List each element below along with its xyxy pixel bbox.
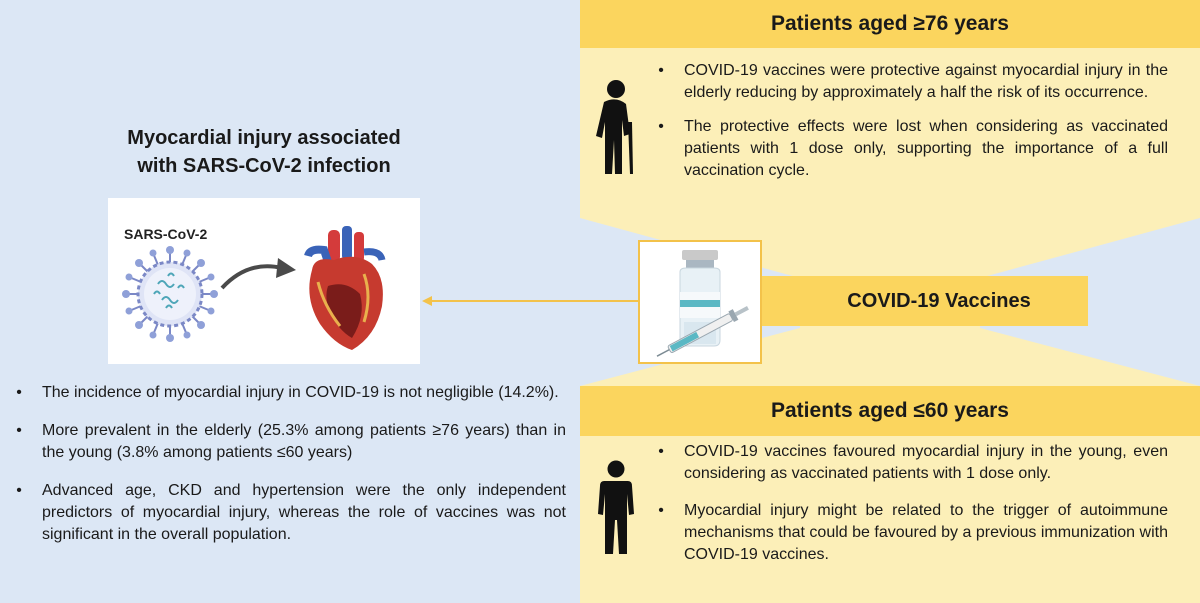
left-title [104,124,424,180]
bullet-text: Myocardial injury might be related to the trigger of autoimmune mechanisms that could be favoured by a previous immunization with COVID-19 vaccines. [684,502,1168,563]
vaccine-image-card [638,240,762,364]
top-panel-header [580,0,1200,48]
top-panel-header-text: Patients aged ≥76 years [771,12,1009,35]
left-title-line-2: with SARS-CoV-2 infection [137,155,391,177]
top-panel-bullets [656,60,1168,182]
vaccine-vial-syringe-icon [640,242,760,362]
list-item: • The incidence of myocardial injury in COVID-19 is not negligible (14.2%). [16,384,559,401]
elderly-person-icon [592,78,642,176]
heart-icon [294,226,394,354]
list-item: • COVID-19 vaccines were protective against myocardial injury in the elderly reducing by approximately a half the risk of its occurrence. [658,62,1168,101]
list-item: • Myocardial injury might be related to the trigger of autoimmune mechanisms that could be favoured by a previous immunization with COVID-19 vaccines. [658,502,1168,563]
left-bullets [14,382,566,546]
bullet-text: More prevalent in the elderly (25.3% among patients ≥76 years) than in the young (3.8% among patients ≤60 years) [42,422,566,461]
young-person-icon [596,460,636,556]
bottom-panel-header [580,386,1200,436]
coronavirus-icon [122,246,218,342]
list-item: • COVID-19 vaccines favoured myocardial injury in the young, even considering as vaccinated patients with 1 dose only. [658,443,1168,482]
virus-label: SARS-CoV-2 [124,226,208,242]
illustration-card [108,198,420,364]
bullet-text: The protective effects were lost when considering as vaccinated patients with 1 dose only, supporting the importance of a full vaccination cycle. [684,118,1168,179]
bullet-text: Advanced age, CKD and hypertension were the only independent predictors of myocardial injury, whereas the role of vaccines was not significant in the overall population. [42,482,566,543]
bottom-panel-bullets [656,441,1168,566]
bottom-panel-header-text: Patients aged ≤60 years [771,399,1009,422]
list-item: • More prevalent in the elderly (25.3% among patients ≥76 years) than in the young (3.8% among patients ≤60 years) [16,422,566,461]
left-arrow-icon [420,294,640,308]
bullet-text: COVID-19 vaccines favoured myocardial injury in the young, even considering as vaccinated patients with 1 dose only. [684,443,1168,482]
curved-arrow-icon [218,254,298,294]
list-item: • The protective effects were lost when considering as vaccinated patients with 1 dose only, supporting the importance of a full vaccination cycle. [658,118,1168,179]
bullet-text: COVID-19 vaccines were protective against myocardial injury in the elderly reducing by approximately a half the risk of its occurrence. [684,62,1168,101]
bullet-text: The incidence of myocardial injury in COVID-19 is not negligible (14.2%). [42,384,559,401]
list-item: • Advanced age, CKD and hypertension were the only independent predictors of myocardial injury, whereas the role of vaccines was not significant in the overall population. [16,482,566,543]
vaccine-label-box [730,276,1088,326]
left-title-line-1: Myocardial injury associated [127,127,401,149]
vaccine-label: COVID-19 Vaccines [847,289,1031,312]
